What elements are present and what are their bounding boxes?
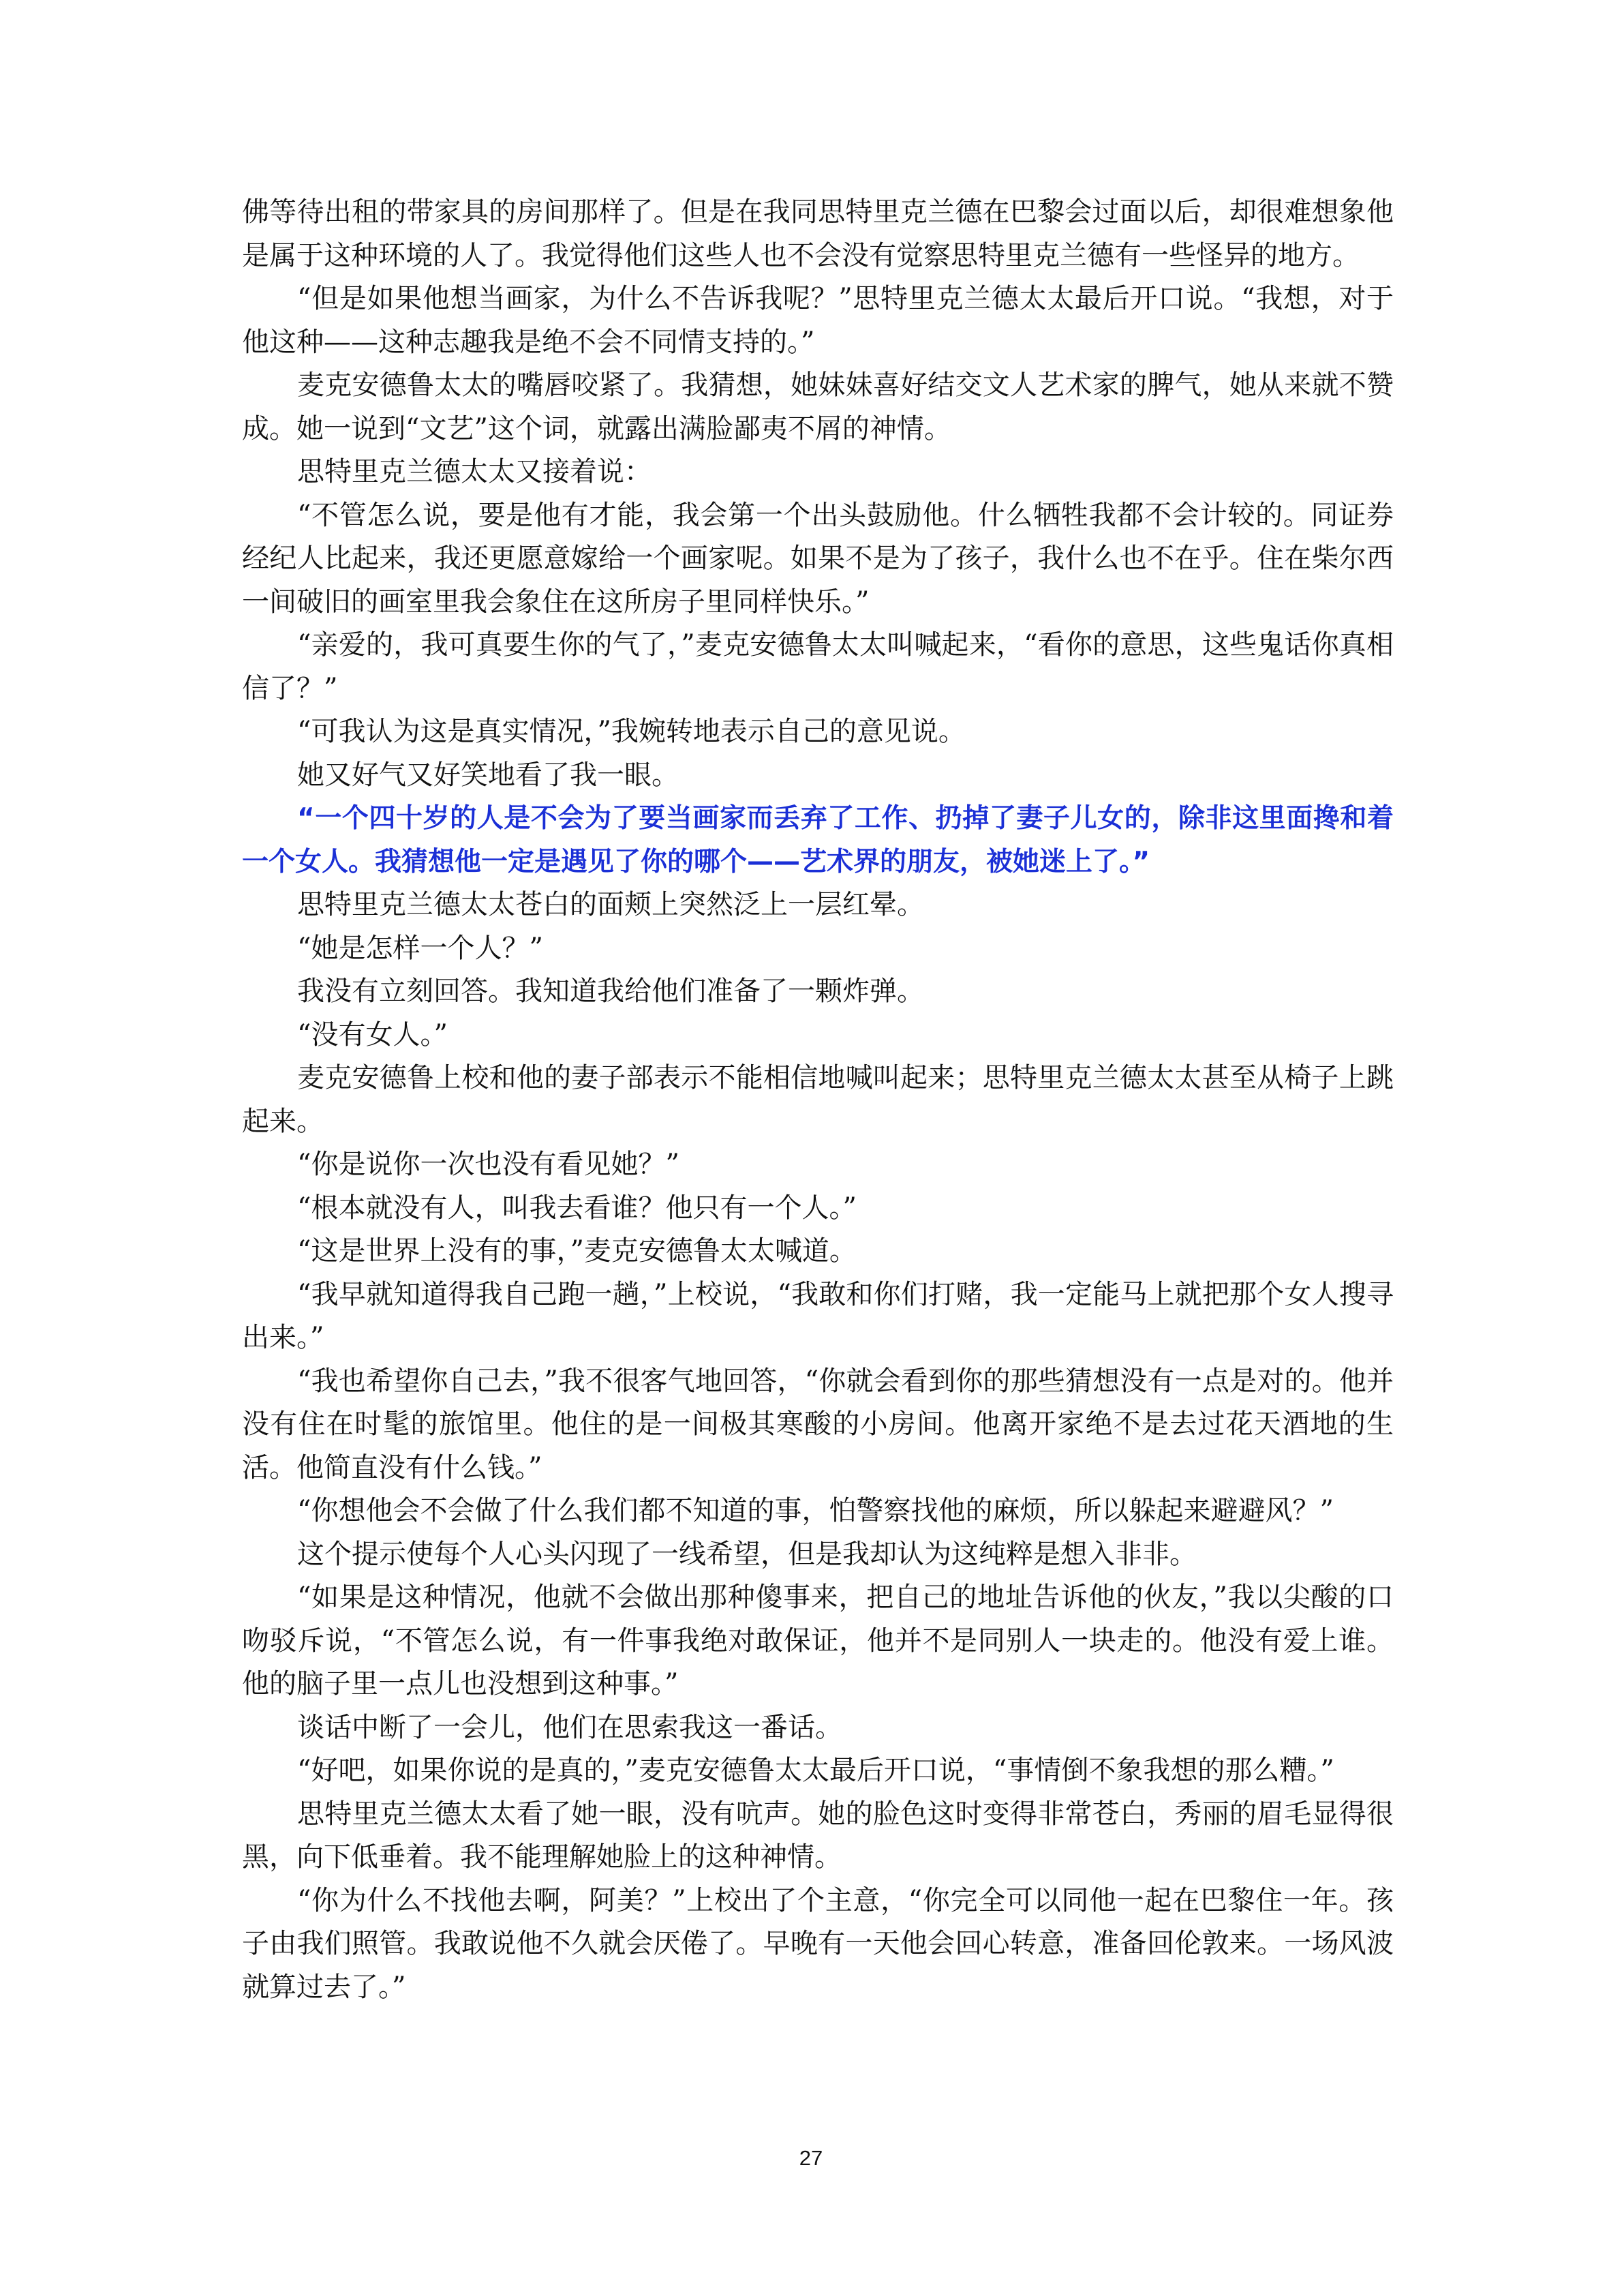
paragraph: “这是世界上没有的事，”麦克安德鲁太太喊道。: [297, 1235, 857, 1267]
paragraph: 思特里克兰德太太看了她一眼，没有吭声。她的脸色这时变得非常苍白，秀丽的眉毛显得很黑，向下低垂着。我不能理解她脸上的这种神情。: [242, 1798, 1394, 1873]
paragraph: 思特里克兰德太太又接着说：: [297, 456, 652, 487]
paragraph: “不管怎么说，要是他有才能，我会第一个出头鼓励他。什么牺牲我都不会计较的。同证券经纪人比起来，我还更愿意嫁给一个画家呢。如果不是为了孩子，我什么也不在乎。住在柴尔西一间破旧的画室里我会象住在这所房子里同样快乐。”: [242, 499, 1394, 618]
paragraph: “你想他会不会做了什么我们都不知道的事，怕警察找他的麻烦，所以躲起来避避风？”: [297, 1495, 1334, 1526]
paragraph: 她又好气又好笑地看了我一眼。: [297, 759, 679, 791]
paragraph: “你是说你一次也没有看见她？”: [297, 1149, 679, 1180]
paragraph: “我也希望你自己去，”我不很客气地回答，“你就会看到你的那些猜想没有一点是对的。他并没有住在时髦的旅馆里。他住的是一间极其寒酸的小房间。他离开家绝不是去过花天酒地的生活。他简直没有什么钱。”: [242, 1365, 1394, 1483]
paragraph: “亲爱的，我可真要生你的气了，”麦克安德鲁太太叫喊起来，“看你的意思，这些鬼话你真相信了？”: [242, 629, 1394, 704]
paragraph: “如果是这种情况，他就不会做出那种傻事来，把自己的地址告诉他的伙友，”我以尖酸的口吻驳斥说，“不管怎么说，有一件事我绝对敢保证，他并不是同别人一块走的。他没有爱上谁。他的脑子里一点儿也没想到这种事。”: [242, 1582, 1394, 1700]
paragraph: “没有女人。”: [297, 1018, 448, 1051]
paragraph: “她是怎样一个人？”: [297, 932, 543, 964]
page-number: 27: [799, 2146, 823, 2170]
paragraph: 这个提示使每个人心头闪现了一线希望，但是我却认为这纯粹是想入非非。: [297, 1538, 1197, 1570]
highlighted-paragraph: “一个四十岁的人是不会为了要当画家而丢弃了工作、扔掉了妻子儿女的，除非这里面搀和着一个女人。我猜想他一定是遇见了你的哪个——艺术界的朋友，被她迷上了。”: [242, 803, 1394, 877]
paragraph: “好吧，如果你说的是真的，”麦克安德鲁太太最后开口说，“事情倒不象我想的那么糟。”: [297, 1755, 1334, 1786]
paragraph-continued: 佛等待出租的带家具的房间那样了。但是在我同思特里克兰德在巴黎会过面以后，却很难想象他是属于这种环境的人了。我觉得他们这些人也不会没有觉察思特里克兰德有一些怪异的地方。: [242, 196, 1394, 271]
paragraph: 谈话中断了一会儿，他们在思索我这一番话。: [297, 1711, 842, 1743]
page-body: [242, 191, 1394, 2009]
paragraph: “你为什么不找他去啊，阿美？”上校出了个主意，“你完全可以同他一起在巴黎住一年。孩子由我们照管。我敢说他不久就会厌倦了。早晚有一天他会回心转意，准备回伦敦来。一场风波就算过去了。”: [242, 1884, 1394, 2003]
paragraph: 麦克安德鲁太太的嘴唇咬紧了。我猜想，她妹妹喜好结交文人艺术家的脾气，她从来就不赞成。她一说到“文艺”这个词，就露出满脸鄙夷不屑的神情。: [242, 369, 1394, 444]
paragraph: 我没有立刻回答。我知道我给他们准备了一颗炸弹。: [297, 976, 924, 1007]
paragraph: 思特里克兰德太太苍白的面颊上突然泛上一层红晕。: [297, 889, 924, 920]
paragraph: “可我认为这是真实情况，”我婉转地表示自己的意见说。: [297, 716, 966, 747]
paragraph: 麦克安德鲁上校和他的妻子部表示不能相信地喊叫起来；思特里克兰德太太甚至从椅子上跳起来。: [242, 1062, 1394, 1137]
paragraph: “根本就没有人，叫我去看谁？他只有一个人。”: [297, 1192, 857, 1224]
paragraph: “我早就知道得我自己跑一趟，”上校说，“我敢和你们打赌，我一定能马上就把那个女人搜寻出来。”: [242, 1278, 1394, 1353]
paragraph: “但是如果他想当画家，为什么不告诉我呢？”思特里克兰德太太最后开口说。“我想，对于他这种——这种志趣我是绝不会不同情支持的。”: [242, 283, 1394, 358]
